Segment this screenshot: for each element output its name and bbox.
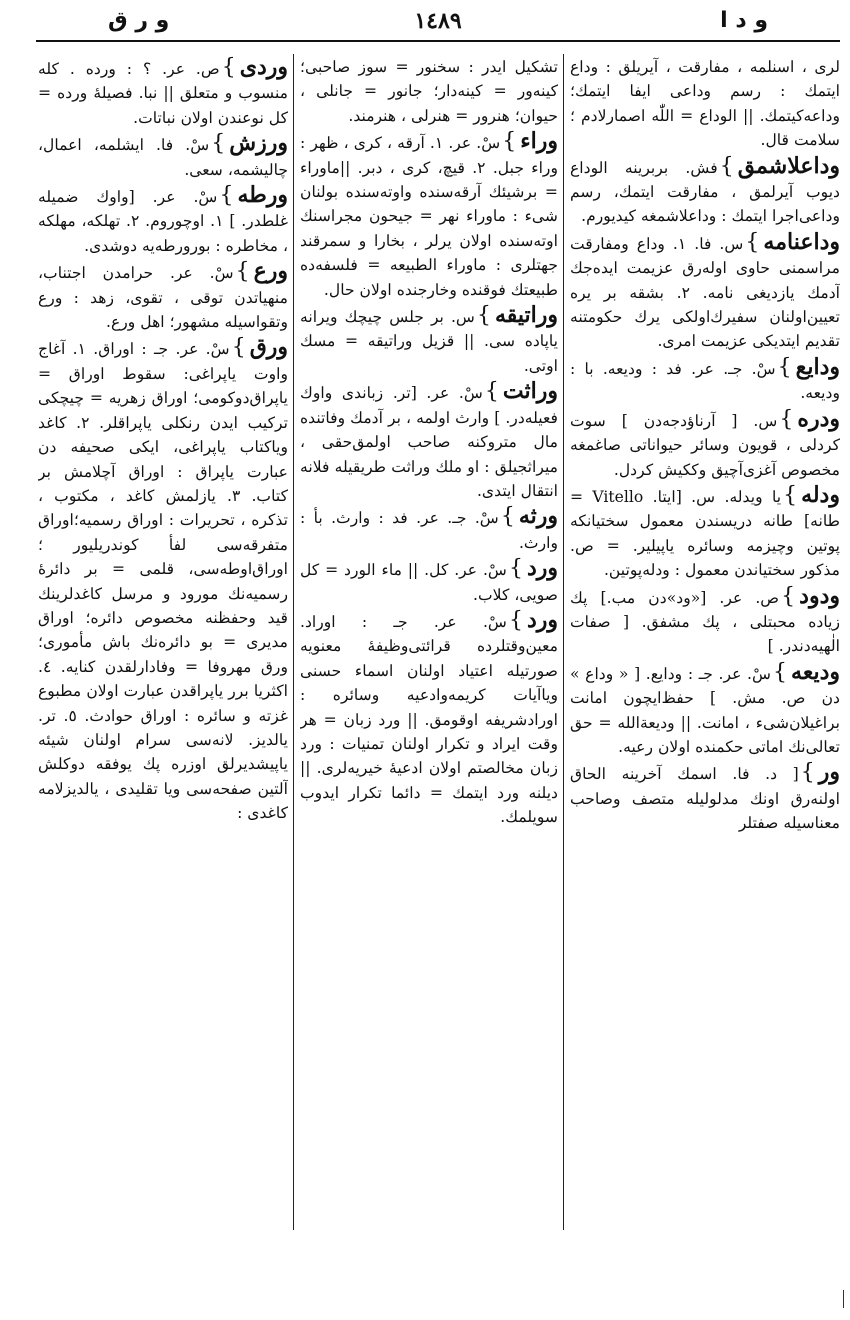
headword: وراتیقه (494, 302, 558, 329)
edge-mark (843, 1290, 844, 1308)
headword: ورع (253, 258, 288, 285)
dictionary-column-left (38, 55, 288, 1235)
page-header (38, 8, 838, 38)
dictionary-entry (300, 55, 558, 128)
running-head-right: و د ا (720, 8, 768, 33)
entry-definition: سْ. عر. جـ : اوراق. ١. آغاج واوت یاپراغی: سقوط اوراق = یاپراق‌دوکومی؛ اوراق زهریه = چیچکی ترکیب ایدن رنکلی یاپراقلر. ٢. کاغد ویاکتاب یاپراغی، ایکی صحیفه دن عبارت یاپراق : اوراق آچلامش بر کتاب. ٣. یازلمش کاغد ، مکتوب ، تذکره ، تحریرات : اوراق رسمیه؛اوراق متفرقه‌سی لفأ کوندریلیور ؛ اوراق‌اوطه‌سی، قلمی = بر دائرهٔ رسمیه‌نك مورود و مرسل کاغدلرینك قید وحفظنه مخصوص دائره؛ اوراق مدیری = بو دائره‌نك باش مأموری؛ ورق مهروفا = وفادارلقدن کنایه. ٤. اکثریا برر یاپراقدن عبارت اولان مطبوع غزته و سائره : اوراق حوادث. ٥. تر. یالدیز. لانه‌سی سرام اولنان شیئه یاپیشدیرلق اوزره پك یوفقه دوکلش آلتین صفحه‌سی ویا تقلیدی ، یالدیزلامه کاغدی : (38, 340, 288, 823)
headword: ورد (526, 555, 558, 582)
entry-definition: سْ. فا. ایشلمه، اعمال، چالیشمه، سعی. (38, 136, 288, 179)
headword: ور (818, 759, 840, 786)
headword: ودیعه (791, 658, 840, 685)
brace-mark: } (502, 129, 517, 155)
dictionary-entry (570, 660, 840, 760)
brace-mark: } (221, 55, 236, 80)
entry-definition: سْ. عر. جـ : اوراد. معین‌وقتلرده قرائتی‌وظیفهٔ معنویه صورتیله اعتیاد اولنان اسماء حسنی ویاآیات کریمه‌وادعیه وسائره : اورادشریفه اوقومق. || ورد زبان = هر وقت ایراد و تکرار اولنان تمنیات : ورد زبان مخالصتم اولان ادعیهٔ خیریه‌لری. || دیلنه ورد ایتمك = دائما تکرار ایدوب سویلمك. (300, 612, 558, 827)
brace-mark: } (773, 659, 788, 685)
headword: ودله (801, 481, 840, 508)
headword: ورثه (518, 503, 558, 530)
brace-mark: } (231, 335, 246, 361)
brace-mark: } (500, 504, 515, 530)
entry-definition: سْ. عر. [تر. زباندی واوك فعیله‌در. ] وارث اولمه ، بر آدمك وفاتنده مال متروکنه صاحب اولمق‌حقی ، میراثجیلق : او ملك وراثت طریقیله فلانه انتقال ایتدی. (300, 384, 558, 500)
page-number: ١٤٨٩ (414, 8, 462, 34)
brace-mark: } (779, 406, 794, 432)
headword: ودود (799, 582, 840, 609)
headword: ورد (526, 606, 558, 633)
entry-definition: س. بر جلس چیچك ویرانه یاپاده سی. || قزیل وراتیقه = مسك اوتی. (300, 308, 558, 375)
dictionary-entry (300, 303, 558, 378)
dictionary-entry (38, 55, 288, 130)
dictionary-entry (570, 55, 840, 153)
dictionary-entry (570, 760, 840, 835)
column-divider (563, 54, 564, 1230)
dictionary-entry (570, 154, 840, 229)
dictionary-entry (300, 129, 558, 302)
entry-definition: س. فا. ١. وداع ومفارقت مراسمنی حاوی اولەرق عزیمت ایدەجك آدمك یازدیغی نامه. ٢. بشقه بر یره تعیین‌اولنان سفیرك‌اولکی یرك حکومتنه تقدیم ایتدیکی عزیمت امری. (570, 234, 840, 351)
brace-mark: } (783, 482, 798, 508)
entry-definition: ص. عر. [«ود»دن مب.] پك زیاده محبتلی ، پك مشفق. [ صفات الٰهیه‌دندر. ] (570, 588, 840, 656)
headword: وداعنامه (763, 228, 840, 255)
dictionary-entry (38, 259, 288, 334)
dictionary-column-right (570, 55, 840, 1235)
brace-mark: } (219, 183, 234, 209)
entry-definition: [ د. فا. اسمك آخرینه الحاق اولنەرق اونك مدلولیله متصف وصاحب معناسیله صفتلر (570, 765, 840, 833)
entry-definition: سْ. جـ. عر. فد : ودیعه. با : ودیعه. (570, 359, 840, 403)
headword: ورزش (229, 130, 288, 157)
brace-mark: } (476, 303, 491, 329)
dictionary-column-middle (300, 55, 558, 1235)
headword: ودره (797, 405, 840, 432)
entry-definition: سْ. عر. جـ : ودایع. [ « وداع » دن ص. مش. ] حفظ‌ایچون امانت براغیلان‌شیء ، امانت. || ودیعة‌الله = حق تعالی‌نك اماتی حکمنده اولان رعیه. (570, 664, 840, 756)
headword: وداعلاشمق (737, 152, 840, 179)
brace-mark: } (508, 607, 523, 633)
dictionary-entry (570, 230, 840, 354)
brace-mark: } (745, 229, 760, 255)
headword: ورطه (237, 182, 288, 209)
entry-definition: لری ، اسنلمه ، مفارقت ، آیریلق : وداع ایتمك : رسم وداعی ایفا ایتمك؛ وداعه‌کیتمك. || الوداع = اللّٰه اصمارلادم ؛ سلامت قال. (570, 58, 840, 150)
entry-definition: تشکیل ایدر : سخنور = سوز صاحبی؛ کینه‌ور = کینه‌دار؛ جانور = جانلی ، حیوان؛ هنرور = هنرلی ، هنرمند. (300, 58, 558, 125)
entry-definition: ص. عر. ؟ : ورده . کله منسوب و متعلق || نبا. فصیلهٔ ورده = کل نوعندن اولان نباتات. (38, 60, 288, 127)
entry-definition: فش. بربرینه الوداع دیوب آیرلمق ، مفارقت ایتمك، رسم وداعی‌اجرا ایتمك : وداعلاشمغه کیدیورم. (570, 158, 840, 226)
entry-definition: سْ. عر. [واوك ضمیله غلطدر. ] ١. اوچوروم. ٢. تهلکه، مهلکه ، مخاطره : بورورطه‌یه دوشدی. (38, 188, 288, 255)
dictionary-entry (570, 483, 840, 583)
entry-definition: سْ. عر. حرامدن اجتناب، منهیاتدن توقی ، تقوی، زهد : ورع وتقواسیله مشهور؛ اهل ورع. (38, 264, 288, 332)
brace-mark: } (800, 760, 815, 786)
entry-definition: یا ویدله. س. [ایتا. Vitello = طانه] طانه دریسندن معمول سختیانکه پوتین وچیزمه وسائره یاپیلیر. = ص. مذکور سختیاندن معمول : ودله‌پوتین. (570, 487, 840, 580)
column-divider (293, 54, 294, 1230)
brace-mark: } (211, 131, 226, 157)
dictionary-entry (300, 608, 558, 830)
headword: ودایع (795, 353, 840, 380)
brace-mark: } (235, 259, 250, 285)
dictionary-entry (38, 335, 288, 825)
dictionary-entry (38, 183, 288, 258)
entry-definition: س. [ آرناؤدجه‌دن ] سوت کردلی ، قویون وسائر حیواناتی صاغمغه مخصوص آغزی‌آچیق وککیش کردل. (570, 411, 840, 479)
dictionary-entry (38, 131, 288, 182)
dictionary-entry (300, 379, 558, 503)
headword: وراء (520, 128, 558, 155)
header-rule (36, 40, 840, 42)
brace-mark: } (508, 556, 523, 582)
dictionary-entry (570, 407, 840, 482)
brace-mark: } (777, 354, 792, 380)
dictionary-entry (570, 355, 840, 406)
entry-definition: سْ. عر. کل. || ماء الورد = کل صویی، کلاب. (300, 561, 558, 604)
headword: وردی (239, 55, 288, 80)
dictionary-entry (570, 584, 840, 659)
entry-definition: سْ. جـ. عر. فد : وارث. بأ : وارث. (300, 509, 558, 552)
dictionary-entry (300, 504, 558, 555)
headword: وراثت (502, 378, 558, 405)
brace-mark: } (484, 379, 499, 405)
running-head-left: و ر ق (108, 8, 170, 33)
entry-definition: سْ. عر. ١. آرقه ، کری ، ظهر : وراء جبل. ٢. قیچ، کری ، دبر. ||ماوراء = برشیئك آرقەسنده واوته‌سنده بولنان شیء : ماوراء نهر = جیحون مجراسنك اوته‌سنده اولان یرلر ، بخارا و سمرقند جهتلری : ماوراء الطبیعه = فلسفه‌ده طبیعتك فوقنده وخارجنده اولان حال. (300, 134, 558, 299)
brace-mark: } (781, 583, 796, 609)
dictionary-entry (300, 556, 558, 607)
brace-mark: } (719, 153, 734, 179)
headword: ورق (249, 334, 288, 361)
